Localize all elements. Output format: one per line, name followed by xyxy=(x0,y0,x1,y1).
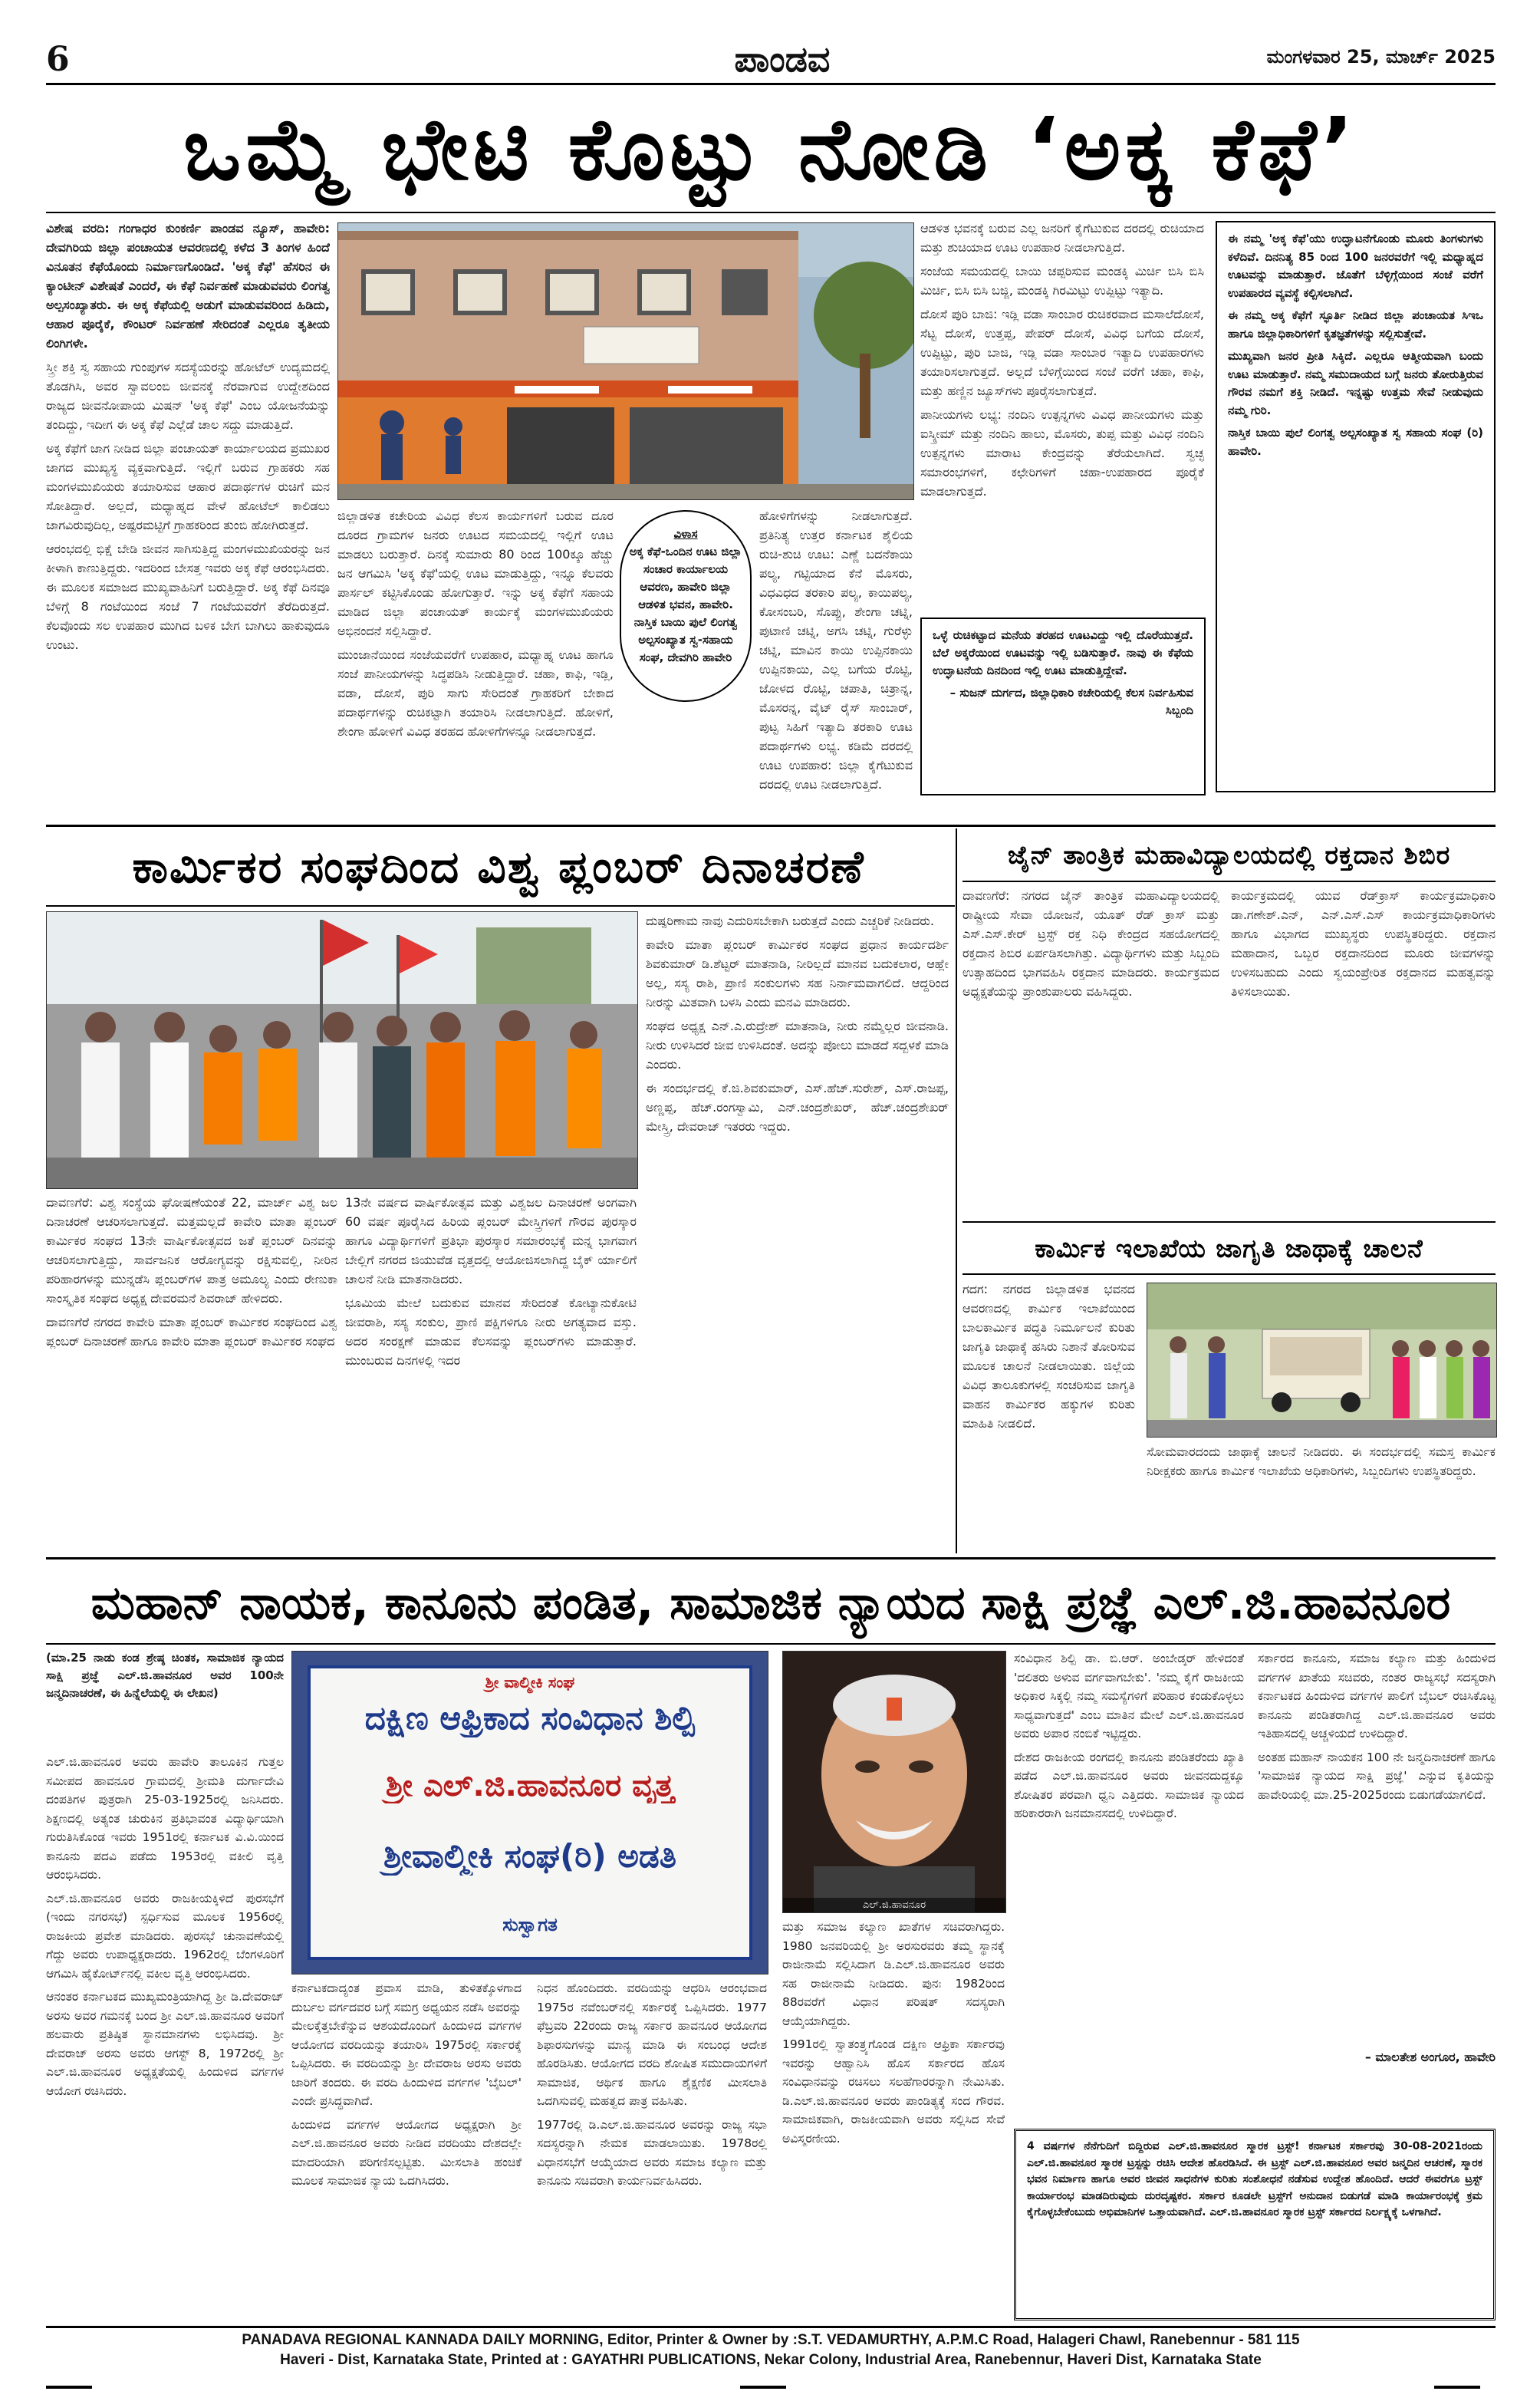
havanur-trust-note-box xyxy=(1014,2129,1496,2320)
story5-col1-p3: ಆನಂತರ ಕರ್ನಾಟಕದ ಮುಖ್ಯಮಂತ್ರಿಯಾಗಿದ್ದ ಶ್ರೀ ಡಿ.ದೇವರಾಜ್ ಅರಸು ಅವರ ಗಮನಕ್ಕೆ ಬಂದ ಶ್ರೀ ಎಲ್.ಜಿ.ಹಾವನೂರ ಅವರಿಗೆ ಹಲವಾರು ಪ್ರತಿಷ್ಠಿತ ಸ್ಥಾನಮಾನಗಳು ಲಭಿಸಿದವು. ಶ್ರೀ ದೇವರಾಜ್ ಅರಸು ಅವರು ಆಗಸ್ಟ್ 8, 1972ರಲ್ಲಿ ಶ್ರೀ ಎಲ್.ಜಿ.ಹಾವನೂರ ಅಧ್ಯಕ್ಷತೆಯಲ್ಲಿ ಹಿಂದುಳಿದ ವರ್ಗಗಳ ಆಯೋಗ ರಚಿಸಿದರು. xyxy=(46,1990,284,2098)
story3-col1-p1: ದಾವಣಗೆರೆ: ನಗರದ ಜೈನ್ ತಾಂತ್ರಿಕ ಮಹಾವಿದ್ಯಾಲಯದಲ್ಲಿ ರಾಷ್ಟ್ರೀಯ ಸೇವಾ ಯೋಜನೆ, ಯೂತ್ ರೆಡ್ ಕ್ರಾಸ್ ಮತ್ತು ಎಸ್.ಎಸ್.ಕೇರ್ ಟ್ರಸ್ಟ್ ರಕ್ತ ನಿಧಿ ಕೇಂದ್ರದ ಸಹಯೋಗದಲ್ಲಿ ರಕ್ತದಾನ ಶಿಬಿರ ಏರ್ಪಡಿಸಲಾಗಿತ್ತು. ವಿದ್ಯಾರ್ಥಿಗಳು ಮತ್ತು ಸಿಬ್ಬಂದಿ ಉತ್ಸಾಹದಿಂದ ಭಾಗವಹಿಸಿ ರಕ್ತದಾನ ಮಾಡಿದರು. ಕಾರ್ಯಕ್ರಮದ ಅಧ್ಯಕ್ಷತೆಯನ್ನು ಪ್ರಾಂಶುಪಾಲರು ವಹಿಸಿದ್ದರು. xyxy=(962,888,1219,999)
story1-bottom-rule xyxy=(46,825,1496,827)
address-box xyxy=(620,510,752,702)
story1-col2 xyxy=(337,506,614,821)
address-box-text: ಅಕ್ಕ ಕೆಫೆ-ಒಂದಿನ ಊಟ ಜಿಲ್ಲಾ ಸಂಚಾರ ಕಾರ್ಯಾಲಯ ಆವರಣ, ಹಾವೇರಿ ಜಿಲ್ಲಾ ಆಡಳಿತ ಭವನ, ಹಾವೇರಿ. ನಾಸ್ತಿಕ ಬಾಯಿ ಪುಲೆ ಲಿಂಗತ್ವ ಅಲ್ಪಸಂಖ್ಯಾತ ಸ್ವ-ಸಹಾಯ ಸಂಘ, ದೇವಗಿರಿ ಹಾವೇರಿ xyxy=(629,545,742,664)
story5-col2-p1: ಕರ್ನಾಟಕದಾದ್ಯಂತ ಪ್ರವಾಸ ಮಾಡಿ, ತುಳಿತಕ್ಕೊಳಗಾದ ದುರ್ಬಲ ವರ್ಗದವರ ಬಗ್ಗೆ ಸಮಗ್ರ ಅಧ್ಯಯನ ನಡೆಸಿ ಅವರನ್ನು ಮೇಲಕ್ಕೆತ್ತಬೇಕೆನ್ನುವ ಆಶಯದೊಂದಿಗೆ ಹಿಂದುಳಿದ ವರ್ಗಗಳ ಆಯೋಗದ ವರದಿಯನ್ನು ತಯಾರಿಸಿ 1975ರಲ್ಲಿ ಸರ್ಕಾರಕ್ಕೆ ಒಪ್ಪಿಸಿದರು. ಈ ವರದಿಯನ್ನು ಶ್ರೀ ದೇವರಾಜ ಅರಸು ಅವರು ಜಾರಿಗೆ ತಂದರು. ಈ ವರದಿ ಹಿಂದುಳಿದ ವರ್ಗಗಳ 'ಬೈಬಲ್' ಎಂದೇ ಪ್ರಸಿದ್ಧವಾಗಿದೆ. xyxy=(291,1981,522,2108)
story5-intro xyxy=(46,1649,284,1749)
story4-headline: ಕಾರ್ಮಿಕ ಇಲಾಖೆಯ ಜಾಗೃತಿ ಜಾಥಾಕ್ಕೆ ಚಾಲನೆ xyxy=(1035,1233,1423,1263)
story1-col5-p2: ಈ ನಮ್ಮ ಅಕ್ಕ ಕೆಫೆಗೆ ಸ್ಫೂರ್ತಿ ನೀಡಿದ ಜಿಲ್ಲಾ ಪಂಚಾಯತ ಸಿಇಒ ಹಾಗೂ ಜಿಲ್ಲಾಧಿಕಾರಿಗಳಿಗೆ ಕೃತಜ್ಞತೆಗಳನ್ನು ಸಲ್ಲಿಸುತ್ತೇವೆ. xyxy=(1228,308,1483,341)
story1-col1-p2: ಸ್ತ್ರೀ ಶಕ್ತಿ ಸ್ವ ಸಹಾಯ ಗುಂಪುಗಳ ಸದಸ್ಯೆಯರನ್ನು ಹೋಟೆಲ್ ಉದ್ಯಮದಲ್ಲಿ ತೊಡಗಿಸಿ, ಅವರ ಸ್ವಾವಲಂಬಿ ಜೀವನಕ್ಕೆ ನೆರವಾಗುವ ಉದ್ದೇಶದಿಂದ ರಾಜ್ಯದ ಜೀವನೋಪಾಯ ಮಿಷನ್ 'ಅಕ್ಕ ಕೆಫೆ' ಎಂಬ ಯೋಜನೆಯನ್ನು ತಂದಿದ್ದು, ಇದೀಗ ಈ ಅಕ್ಕ ಕೆಫೆ ಎಲ್ಲೆಡೆ ಚಾಲ ಸದ್ದು ಮಾಡುತ್ತಿದೆ. xyxy=(46,360,330,432)
story2-col3-p2: ಕಾವೇರಿ ಮಾತಾ ಪ್ಲಂಬರ್ ಕಾರ್ಮಿಕರ ಸಂಘದ ಪ್ರಧಾನ ಕಾರ್ಯದರ್ಶಿ ಶಿವಕುಮಾರ್ ಡಿ.ಶೆಟ್ಟರ್ ಮಾತನಾಡಿ, ನೀರಿಲ್ಲದೆ ಮಾನವ ಬದುಕಲಾರ, ಆಹ್ಲೇ ಅಲ್ಲ, ಸಸ್ಯ ರಾಶಿ, ಪ್ರಾಣಿ ಸಂಕುಲಗಳು ಸಹ ನಿರ್ನಾಮವಾಗಲಿದೆ. ಆದ್ದರಿಂದ ನೀರನ್ನು ಮಿತವಾಗಿ ಬಳಸಿ ಎಂದು ಮನವಿ ಮಾಡಿದರು. xyxy=(646,937,949,1009)
story2-col2-p2: ಭೂಮಿಯ ಮೇಲೆ ಬದುಕುವ ಮಾನವ ಸೇರಿದಂತೆ ಕೋಟ್ಯಾನುಕೋಟಿ ಜೀವರಾಶಿ, ಸಸ್ಯ ಸಂಕುಲ, ಪ್ರಾಣಿ ಪಕ್ಷಿಗಳಿಗೂ ನೀರು ಅಗತ್ಯವಾದ ವಸ್ತು. ಅದರ ಸಂರಕ್ಷಣೆ ಮಾಡುವ ಕೆಲಸವನ್ನು ಪ್ಲಂಬರ್‌ಗಳು ಮಾಡುತ್ತಾರೆ. ಮುಂಬರುವ ದಿನಗಳಲ್ಲಿ ಇದರ xyxy=(345,1296,637,1368)
banner-line2: ಶ್ರೀ ಎಲ್.ಜಿ.ಹಾವನೂರ ವೃತ್ತ xyxy=(385,1768,675,1803)
story5-col1-p2: ಎಲ್.ಜಿ.ಹಾವನೂರ ಅವರು ರಾಜಕೀಯಕ್ಕಿಳಿದೆ ಪುರಸಭೆಗೆ (ಇಂದು ನಗರಸಭೆ) ಸ್ಪರ್ಧಿಸುವ ಮೂಲಕ 1956ರಲ್ಲಿ ರಾಜಕೀಯ ಪ್ರವೇಶ ಮಾಡಿದರು. ಪುರಸಭೆ ಚುನಾವಣೆಯಲ್ಲಿ ಗೆದ್ದು ಅವರು ಉಪಾಧ್ಯಕ್ಷರಾದರು. 1962ರಲ್ಲಿ ಬೆಂಗಳೂರಿಗೆ ಆಗಮಿಸಿ ಹೈಕೋರ್ಟ್‌ನಲ್ಲಿ ವಕೀಲ ವೃತ್ತಿ ಆರಂಭಿಸಿದರು. xyxy=(46,1891,284,1981)
story1-col5-p3: ಮುಖ್ಯವಾಗಿ ಜನರ ಪ್ರೀತಿ ಸಿಕ್ಕಿದೆ. ಎಲ್ಲರೂ ಆತ್ಮೀಯವಾಗಿ ಬಂದು ಊಟ ಮಾಡುತ್ತಾರೆ. ನಮ್ಮ ಸಮುದಾಯದ ಬಗ್ಗೆ ಜನರು ತೋರುತ್ತಿರುವ ಗೌರವ ನಮಗೆ ಶಕ್ತಿ ನೀಡಿದೆ. ಇನ್ನಷ್ಟು ಉತ್ತಮ ಸೇವೆ ನೀಡುವುದು ನಮ್ಮ ಗುರಿ. xyxy=(1228,349,1483,417)
story5-col2 xyxy=(291,1979,522,2320)
akka-cafe-photo xyxy=(337,222,914,500)
story5-col5 xyxy=(1014,1649,1244,2125)
banner-bottom-text: ಸುಸ್ವಾಗತ xyxy=(502,1914,558,1935)
quote-box-text: ಒಳ್ಳೆ ರುಚಿಕಟ್ಟಾದ ಮನೆಯ ತರಹದ ಊಟವಿದ್ದು ಇಲ್ಲಿ ದೊರೆಯುತ್ತದೆ. ಬೆಲೆ ಅಕ್ಕರೆಯಿಂದ ಊಟವನ್ನು ಇಲ್ಲಿ ಬಡಿಸುತ್ತಾರೆ. ನಾವು ಈ ಕೆಫೆಯ ಉದ್ಘಾಟನೆಯ ದಿನದಿಂದ ಇಲ್ಲಿ ಊಟ ಮಾಡುತ್ತಿದ್ದೇವೆ. xyxy=(933,628,1193,677)
story1-headline: ಒಮ್ಮೆ ಭೇಟಿ ಕೊಟ್ಟು ನೋಡಿ ‘ಅಕ್ಕ ಕೆಫೆ’ xyxy=(183,100,1359,199)
story2-col1-p1: ದಾವಣಗೆರೆ: ವಿಶ್ವ ಸಂಸ್ಥೆಯ ಘೋಷಣೆಯಂತೆ 22, ಮಾರ್ಚ್ ವಿಶ್ವ ಜಲ ದಿನಾಚರಣೆ ಆಚರಿಸಲಾಗುತ್ತದೆ. ಮತ್ತಮಲ್ಲದೆ ಕಾವೇರಿ ಮಾತಾ ಪ್ಲಂಬರ್ ಕಾರ್ಮಿಕರ ಸಂಘದ 13ನೇ ವಾರ್ಷಿಕೋತ್ಸವದ ಜತೆ ಪ್ಲಂಬರ್ ದಿನವನ್ನು ಆಚರಿಸಲಾಗುತ್ತಿದ್ದು, ಸಾರ್ವಜನಿಕ ಆರೋಗ್ಯವನ್ನು ರಕ್ಷಿಸುವಲ್ಲಿ, ನೀರಿನ ಪರಿಹಾರಗಳನ್ನು ಮುನ್ನಡೆಸಿ ಪ್ಲಂಬರ್‌ಗಳ ಪಾತ್ರ ಅಮೂಲ್ಯ ಎಂದು ರೇಣುಕಾ ಸಾಂಸ್ಕೃತಿಕ ಸಂಘದ ಅಧ್ಯಕ್ಷ ದೇವರಮನೆ ಶಿವರಾಜ್ ಹೇಳಿದರು. xyxy=(46,1195,337,1306)
story3-col2-p1: ಕಾರ್ಯಕ್ರಮದಲ್ಲಿ ಯುವ ರೆಡ್‌ಕ್ರಾಸ್ ಕಾರ್ಯಕ್ರಮಾಧಿಕಾರಿ ಡಾ.ಗಣೇಶ್.ಎನ್, ಎನ್.ಎಸ್.ಎಸ್ ಕಾರ್ಯಕ್ರಮಾಧಿಕಾರಿಗಳು ಹಾಗೂ ವಿಭಾಗದ ಮುಖ್ಯಸ್ಥರು ಉಪಸ್ಥಿತರಿದ್ದರು. ರಕ್ತದಾನ ಮಹಾದಾನ, ಒಬ್ಬರ ರಕ್ತದಾನದಿಂದ ಮೂರು ಜೀವಗಳನ್ನು ಉಳಿಸಬಹುದು ಎಂದು ಸ್ವಯಂಪ್ರೇರಿತ ರಕ್ತದಾನದ ಮಹತ್ವವನ್ನು ತಿಳಿಸಲಾಯಿತು. xyxy=(1231,888,1496,999)
story5-col6-p1: ಸರ್ಕಾರದ ಕಾನೂನು, ಸಮಾಜ ಕಲ್ಯಾಣ ಮತ್ತು ಹಿಂದುಳಿದ ವರ್ಗಗಳ ಖಾತೆಯ ಸಚಿವರು, ನಂತರ ರಾಜ್ಯಸಭೆ ಸದಸ್ಯರಾಗಿ ಕರ್ನಾಟಕದ ಹಿಂದುಳಿದ ವರ್ಗಗಳ ಪಾಲಿಗೆ ಬೈಬಲ್ ರಚಿಸಿಕೊಟ್ಟ ಕಾನೂನು ಪಂಡಿತರಾಗಿದ್ದ ಎಲ್.ಜಿ.ಹಾವನೂರ ಅವರು ಇತಿಹಾಸದಲ್ಲಿ ಅಚ್ಚಳಿಯದೆ ಉಳಿದಿದ್ದಾರೆ. xyxy=(1258,1652,1496,1741)
story5-col4-p2: 1991ರಲ್ಲಿ ಸ್ವಾತಂತ್ರ್ಯಗೊಂಡ ದಕ್ಷಿಣ ಆಫ್ರಿಕಾ ಸರ್ಕಾರವು ಇವರನ್ನು ಆಹ್ವಾನಿಸಿ ಹೊಸ ಸರ್ಕಾರದ ಹೊಸ ಸಂವಿಧಾನವನ್ನು ರಚಿಸಲು ಸಲಹೆಗಾರರನ್ನಾಗಿ ನೇಮಿಸಿತು. ಡಿ.ಎಲ್.ಜಿ.ಹಾವನೂರ ಅವರು ಪಾಂಡಿತ್ಯಕ್ಕೆ ಸಂದ ಗೌರವ. ಸಾಮಾಜಿಕವಾಗಿ, ರಾಜಕೀಯವಾಗಿ ಅವರು ಸಲ್ಲಿಸಿದ ಸೇವೆ ಅವಿಸ್ಮರಣೀಯ. xyxy=(782,2037,1005,2146)
address-box-title: ವಿಳಾಸ xyxy=(673,527,698,541)
footer-rule xyxy=(46,2326,1496,2328)
footer-mark-center xyxy=(740,2386,786,2389)
story1-col3-p1: ಹೋಳಿಗೆಗಳನ್ನು ನೀಡಲಾಗುತ್ತದೆ. ಪ್ರತಿನಿತ್ಯ ಉತ್ತರ ಕರ್ನಾಟಕ ಶೈಲಿಯ ರುಚಿ-ಶುಚಿ ಊಟ: ಎಣ್ಣೆ ಬದನೆಕಾಯಿ ಪಲ್ಯ, ಗಟ್ಟಿಯಾದ ಕೆನೆ ಮೊಸರು, ವಿಧವಿಧದ ತರಕಾರಿ ಪಲ್ಯ, ಕಾಯಿಪಲ್ಯ, ಕೋಸಂಬರಿ, ಸೊಪ್ಪು, ಶೇಂಗಾ ಚಟ್ನಿ, ಪುಟಾಣಿ ಚಟ್ನಿ, ಅಗಸಿ ಚಟ್ನಿ, ಗುರೆಳ್ಳು ಚಟ್ನಿ, ಮಾವಿನ ಕಾಯಿ ಉಪ್ಪಿನಕಾಯಿ ಉಪ್ಪಿನಕಾಯಿ, ಎಲ್ಲ ಬಗೆಯ ರೊಟ್ಟಿ, ಜೋಳದ ರೊಟ್ಟಿ, ಚಪಾತಿ, ಚಿತ್ರಾನ್ನ, ಮೊಸರನ್ನ, ವೈಟ್ ರೈಸ್ ಸಾಂಬಾರ್, ಪುಟ್ಟ ಸಿಹಿಗೆ ಇತ್ಯಾದಿ ತರಕಾರಿ ಊಟ ಪದಾರ್ಥಗಳು ಲಭ್ಯ. ಕಡಿಮೆ ದರದಲ್ಲಿ ಊಟ ಉಪಹಾರ: ಜಿಲ್ಲಾ ಕೈಗೆಟುಕುವ ದರದಲ್ಲಿ ಊಟ ನೀಡಲಾಗುತ್ತಿದೆ. xyxy=(759,509,913,792)
story5-col3-p1: ನಿಧನ ಹೊಂದಿದರು. ವರದಿಯನ್ನು ಆಧರಿಸಿ ಆರಂಭವಾದ 1975ರ ನವೆಂಬರ್‌ನಲ್ಲಿ ಸರ್ಕಾರಕ್ಕೆ ಒಪ್ಪಿಸಿದರು. 1977 ಫೆಬ್ರವರಿ 22ರಂದು ರಾಜ್ಯ ಸರ್ಕಾರ ಹಾವನೂರ ಆಯೋಗದ ಶಿಫಾರಸುಗಳನ್ನು ಮಾನ್ಯ ಮಾಡಿ ಈ ಸಂಬಂಧ ಆದೇಶ ಹೊರಡಿಸಿತು. ಆಯೋಗದ ವರದಿ ಶೋಷಿತ ಸಮುದಾಯಗಳಿಗೆ ಸಾಮಾಜಿಕ, ಆರ್ಥಿಕ ಹಾಗೂ ಶೈಕ್ಷಣಿಕ ಮೀಸಲಾತಿ ಒದಗಿಸುವಲ್ಲಿ ಮಹತ್ವದ ಪಾತ್ರ ವಹಿಸಿತು. xyxy=(537,1981,767,2108)
havanur-trust-note-text: 4 ವರ್ಷಗಳ ನೆನೆಗುದಿಗೆ ಬಿದ್ದಿರುವ ಎಲ್.ಜಿ.ಹಾವನೂರ ಸ್ಮಾರಕ ಟ್ರಸ್ಟ್! ಕರ್ನಾಟಕ ಸರ್ಕಾರವು 30-08-2021ರಂದು ಎಲ್.ಜಿ.ಹಾವನೂರ ಸ್ಮಾರಕ ಟ್ರಸ್ಟನ್ನು ರಚಿಸಿ ಆದೇಶ ಹೊರಡಿಸಿದೆ. ಈ ಟ್ರಸ್ಟ್ ಎಲ್.ಜಿ.ಹಾವನೂರ ಅವರ ಜನ್ಮದಿನ ಆಚರಣೆ, ಸ್ಮಾರಕ ಭವನ ನಿರ್ಮಾಣ ಹಾಗೂ ಅವರ ಜೀವನ ಸಾಧನೆಗಳ ಕುರಿತು ಸಂಶೋಧನೆ ನಡೆಸುವ ಉದ್ದೇಶ ಹೊಂದಿದೆ. ಆದರೆ ಈವರೆಗೂ ಟ್ರಸ್ಟ್ ಕಾರ್ಯಾರಂಭ ಮಾಡದಿರುವುದು ದುರದೃಷ್ಟಕರ. ಸರ್ಕಾರ ಕೂಡಲೇ ಟ್ರಸ್ಟ್‌ಗೆ ಅನುದಾನ ಬಿಡುಗಡೆ ಮಾಡಿ ಕಾರ್ಯಾರಂಭಕ್ಕೆ ಕ್ರಮ ಕೈಗೊಳ್ಳಬೇಕೆಂಬುದು ಅಭಿಮಾನಿಗಳ ಒತ್ತಾಯವಾಗಿದೆ. ಎಲ್.ಜಿ.ಹಾವನೂರ ಸ್ಮಾರಕ ಟ್ರಸ್ಟ್ ಸರ್ಕಾರದ ನಿರ್ಲಕ್ಷ್ಯಕ್ಕೆ ಒಳಗಾಗಿದೆ. xyxy=(1027,2140,1482,2218)
story2-headline: ಕಾರ್ಮಿಕರ ಸಂಘದಿಂದ ವಿಶ್ವ ಪ್ಲಂಬರ್ ದಿನಾಚರಣೆ xyxy=(132,841,865,893)
story1-col2-p2: ಮುಂಜಾನೆಯಿಂದ ಸಂಜೆಯವರೆಗೆ ಉಪಹಾರ, ಮಧ್ಯಾಹ್ನ ಊಟ ಹಾಗೂ ಸಂಜೆ ಪಾನೀಯಗಳನ್ನು ಸಿದ್ಧಪಡಿಸಿ ನೀಡುತ್ತಿದ್ದಾರೆ. ಚಹಾ, ಕಾಫಿ, ಇಡ್ಲಿ, ವಡಾ, ದೋಸೆ, ಪುರಿ ಸಾಗು ಸೇರಿದಂತೆ ಗ್ರಾಹಕರಿಗೆ ಬೇಕಾದ ಪದಾರ್ಥಗಳನ್ನು ರುಚಿಕಟ್ಟಾಗಿ ತಯಾರಿಸಿ ನೀಡಲಾಗುತ್ತಿದೆ. ಹೋಳಿಗೆ, ಶೇಂಗಾ ಹೋಳಿಗೆ ವಿವಿಧ ತರಹದ ಹೋಳಿಗೆಗಳನ್ನೂ ನೀಡಲಾಗುತ್ತದೆ. xyxy=(337,647,614,739)
story2-col3-p4: ಈ ಸಂದರ್ಭದಲ್ಲಿ ಕೆ.ಜಿ.ಶಿವಕುಮಾರ್, ಎಸ್.ಹೆಚ್.ಸುರೇಶ್, ಎಸ್.ರಾಜಪ್ಪ, ಅಣ್ಣಪ್ಪ, ಹೆಚ್.ರಂಗಸ್ವಾಮಿ, ಎನ್.ಚಂದ್ರಶೇಖರ್, ಹೆಚ್.ಚಂದ್ರಶೇಖರ್ ಮೇಸ್ತ್ರಿ, ದೇವರಾಜ್ ಇತರರು ಇದ್ದರು. xyxy=(646,1081,949,1134)
story5-col3-p2: 1977ರಲ್ಲಿ ಡಿ.ಎಲ್.ಜಿ.ಹಾವನೂರ ಅವರನ್ನು ರಾಜ್ಯ ಸಭಾ ಸದಸ್ಯರನ್ನಾಗಿ ನೇಮಕ ಮಾಡಲಾಯಿತು. 1978ರಲ್ಲಿ ವಿಧಾನಸಭೆಗೆ ಆಯ್ಕೆಯಾದ ಅವರು ಸಮಾಜ ಕಲ್ಯಾಣ ಮತ್ತು ಕಾನೂನು ಸಚಿವರಾಗಿ ಕಾರ್ಯನಿರ್ವಹಿಸಿದರು. xyxy=(537,2117,767,2188)
story1-rule xyxy=(46,212,1496,213)
story1-col1-p3: ಅಕ್ಕ ಕೆಫೆಗೆ ಜಾಗ ನೀಡಿದ ಜಿಲ್ಲಾ ಪಂಚಾಯತ್ ಕಾರ್ಯಾಲಯದ ಪ್ರಮುಖರ ಜಾಗದ ಮುಖ್ಯಸ್ಥ ವ್ಯಕ್ತವಾಗುತ್ತಿದೆ. ಇಲ್ಲಿಗೆ ಬರುವ ಗ್ರಾಹಕರು ಸಹ ಮಂಗಳಮುಖಿಯರು ತಯಾರಿಸುವ ಆಹಾರ ಪದಾರ್ಥಗಳ ರುಚಿಗೆ ಮನ ಸೋತಿದ್ದಾರೆ. ಅಲ್ಲದೆ, ಮಧ್ಯಾಹ್ನದ ವೇಳೆ ಹೋಟೆಲ್ ಕಾಲಿಡಲು ಜಾಗವಿರುವುದಿಲ್ಲ, ಅಷ್ಟರಮಟ್ಟಿಗೆ ಗ್ರಾಹಕರಿಂದ ತುಂಬಿ ಹೋಗಿರುತ್ತದೆ. xyxy=(46,441,330,532)
story1-col5-p1: ಈ ನಮ್ಮ 'ಅಕ್ಕ ಕೆಫೆ'ಯು ಉದ್ಘಾಟನೆಗೊಂಡು ಮೂರು ತಿಂಗಳುಗಳು ಕಳೆದಿವೆ. ದಿನನಿತ್ಯ 85 ರಿಂದ 100 ಜನರವರೆಗೆ ಇಲ್ಲಿ ಮಧ್ಯಾಹ್ನದ ಊಟವನ್ನು ಮಾಡುತ್ತಾರೆ. ಜೊತೆಗೆ ಬೆಳ್ಳಿಗ್ಗೆಯಿಂದ ಸಂಜೆ ವರೆಗೆ ಉಪಹಾರದ ವ್ಯವಸ್ಥೆ ಕಲ್ಪಿಸಲಾಗಿದೆ. xyxy=(1228,232,1483,300)
story1-col5-p4: ನಾಸ್ತಿಕ ಬಾಯಿ ಪುಲೆ ಲಿಂಗತ್ವ ಅಲ್ಪಸಂಖ್ಯಾತ ಸ್ವ ಸಹಾಯ ಸಂಘ (ರಿ) ಹಾವೇರಿ. xyxy=(1228,426,1483,458)
story1-col1 xyxy=(46,219,330,821)
story5-col5-p2: ದೇಶದ ರಾಜಕೀಯ ರಂಗದಲ್ಲಿ ಕಾನೂನು ಪಂಡಿತರೆಂದು ಖ್ಯಾತಿ ಪಡೆದ ಎಲ್.ಜಿ.ಹಾವನೂರ ಅವರು ಜೀವನದುದ್ದಕ್ಕೂ ಶೋಷಿತರ ಪರವಾಗಿ ಧ್ವನಿ ಎತ್ತಿದರು. ಸಾಮಾಜಿಕ ನ್ಯಾಯದ ಹರಿಕಾರರಾಗಿ ಜನಮಾನಸದಲ್ಲಿ ಉಳಿದಿದ್ದಾರೆ. xyxy=(1014,1750,1244,1820)
story2-col2-p1: 13ನೇ ವರ್ಷದ ವಾರ್ಷಿಕೋತ್ಸವ ಮತ್ತು ವಿಶ್ವಜಲ ದಿನಾಚರಣೆ ಅಂಗವಾಗಿ 60 ವರ್ಷ ಪೂರೈಸಿದ ಹಿರಿಯ ಪ್ಲಂಬರ್ ಮೇಸ್ತ್ರಿಗಳಿಗೆ ಗೌರವ ಪುರಸ್ಕಾರ ಹಾಗೂ ವಿದ್ಯಾರ್ಥಿಗಳಿಗೆ ಪ್ರತಿಭಾ ಪುರಸ್ಕಾರ ಸಮಾರಂಭಕ್ಕೆ ಮನ್ನ ಭಾಗವಾಗ ಬೇಲ್ಲಿಗೆ ನಗರದ ಜಿಯುವೆಡ ವೃತ್ತದಲ್ಲಿ ಆಯೋಜಿಸಲಾಗಿದ್ದ ಬೈಕ್ ರ್ಯಾಲಿಗೆ ಚಾಲನೆ ನೀಡಿ ಮಾತನಾಡಿದರು. xyxy=(345,1195,637,1286)
story1-col3 xyxy=(759,506,913,821)
story4-col1 xyxy=(962,1280,1135,1552)
labour-jatha-photo xyxy=(1147,1283,1497,1438)
story2-col2 xyxy=(345,1193,637,1553)
story2-col3-p3: ಸಂಘದ ಅಧ್ಯಕ್ಷ ಎನ್.ಎ.ರುದ್ರೇಶ್ ಮಾತನಾಡಿ, ನೀರು ನಮ್ಮೆಲ್ಲರ ಜೀವನಾಡಿ. ನೀರು ಉಳಿಸಿದರೆ ಜೀವ ಉಳಿಸಿದಂತೆ. ಅದನ್ನು ಪೋಲು ಮಾಡದೆ ಸದ್ಬಳಕೆ ಮಾಡಿ ಎಂದರು. xyxy=(646,1019,949,1072)
quote-box-attribution: – ಸುಜನ್ ದುರ್ಗದ, ಜಿಲ್ಲಾಧಿಕಾರಿ ಕಚೇರಿಯಲ್ಲಿ ಕೆಲಸ ನಿರ್ವಹಿಸುವ ಸಿಬ್ಬಂದಿ xyxy=(949,686,1193,717)
story1-col4 xyxy=(920,219,1204,610)
story4-headline-rule xyxy=(962,1273,1496,1275)
story2-col3 xyxy=(646,911,949,1553)
issue-date: ಮಂಗಳವಾರ 25, ಮಾರ್ಚ್ 2025 xyxy=(1266,46,1496,68)
story2-col1-p2: ದಾವಣಗೆರೆ ನಗರದ ಕಾವೇರಿ ಮಾತಾ ಪ್ಲಂಬರ್ ಕಾರ್ಮಿಕರ ಸಂಘದಿಂದ ವಿಶ್ವ ಪ್ಲಂಬರ್ ದಿನಾಚರಣೆ ಹಾಗೂ ಕಾವೇರಿ ಮಾತಾ ಪ್ಲಂಬರ್ ಕಾರ್ಮಿಕರ ಸಂಘದ xyxy=(46,1315,337,1349)
story5-col4-p1: ಮತ್ತು ಸಮಾಜ ಕಲ್ಯಾಣ ಖಾತೆಗಳ ಸಚಿವರಾಗಿದ್ದರು. 1980 ಜನವರಿಯಲ್ಲಿ ಶ್ರೀ ಅರಸುರವರು ತಮ್ಮ ಸ್ಥಾನಕ್ಕೆ ರಾಜೀನಾಮೆ ಸಲ್ಲಿಸಿದಾಗ ಡಿ.ಎಲ್.ಜಿ.ಹಾವನೂರ ಅವರು ಸಹ ರಾಜೀನಾಮೆ ನೀಡಿದರು. ಪುನಃ 1982ರಿಂದ 88ರವರೆಗೆ ವಿಧಾನ ಪರಿಷತ್ ಸದಸ್ಯರಾಗಿ ಆಯ್ಕೆಯಾಗಿದ್ದರು. xyxy=(782,1920,1005,2028)
story5-headline-rule xyxy=(46,1643,1496,1645)
story2-headline-rule xyxy=(46,905,955,907)
portrait-caption: ಎಲ್.ಜಿ.ಹಾವನೂರ xyxy=(783,1898,1005,1912)
story1-col1-p4: ಆರಂಭದಲ್ಲಿ ಭಿಕ್ಷೆ ಬೇಡಿ ಜೀವನ ಸಾಗಿಸುತ್ತಿದ್ದ ಮಂಗಳಮುಖಿಯರನ್ನು ಜನ ಕೀಳಾಗಿ ಕಾಣುತ್ತಿದ್ದರು. ಇದರಿಂದ ಬೇಸತ್ತ ಇವರು ಅಕ್ಕ ಕೆಫೆ ಆರಂಭಿಸಿದರು. ಈ ಮೂಲಕ ಸಮಾಜದ ಮುಖ್ಯವಾಹಿನಿಗೆ ಬರುತ್ತಿದ್ದಾರೆ. ಅಕ್ಕ ಕೆಫೆ ದಿನವೂ ಬೆಳಿಗ್ಗೆ 8 ಗಂಟೆಯಿಂದ ಸಂಜೆ 7 ಗಂಟೆಯವರೆಗೆ ತೆರೆದಿರುತ್ತದೆ. ಕೆಲವೊಂದು ಸಲ ಉಪಹಾರ ಮುಗಿದ ಬಳಿಕ ಬೇಗ ಬಾಗಿಲು ಹಾಕುವುದೂ ಉಂಟು. xyxy=(46,542,330,652)
story1-col2-p1: ಜಿಲ್ಲಾಡಳಿತ ಕಚೇರಿಯ ವಿವಿಧ ಕೆಲಸ ಕಾರ್ಯಗಳಿಗೆ ಬರುವ ದೂರ ದೂರದ ಗ್ರಾಮಗಳ ಜನರು ಊಟದ ಸಮಯದಲ್ಲಿ ಇಲ್ಲಿಗೆ ಊಟ ಮಾಡಲು ಬರುತ್ತಾರೆ. ದಿನಕ್ಕೆ ಸುಮಾರು 80 ರಿಂದ 100ಕ್ಕೂ ಹೆಚ್ಚು ಜನ ಆಗಮಿಸಿ 'ಅಕ್ಕ ಕೆಫೆ'ಯಲ್ಲಿ ಊಟ ಮಾಡುತ್ತಿದ್ದು, ಇನ್ನೂ ಕೆಲವರು ಪಾರ್ಸಲ್ ಕಟ್ಟಿಸಿಕೊಂಡು ಹೋಗುತ್ತಾರೆ. ಇನ್ನು ಅಕ್ಕ ಕೆಫೆಗೆ ಸಹಾಯ ಮಾಡಿದ ಜಿಲ್ಲಾ ಪಂಚಾಯತ್ ಕಾರ್ಯಕ್ಕೆ ಮಂಗಳಮುಖಿಯರು ಅಭಿನಂದನೆ ಸಲ್ಲಿಸಿದ್ದಾರೆ. xyxy=(337,509,614,638)
story1-col4-p3: ದೋಸೆ ಪುರಿ ಬಾಜಿ: ಇಡ್ಲಿ ವಡಾ ಸಾಂಬಾರ ರುಚಿಕರವಾದ ಮಸಾಲೆದೋಸೆ, ಸೆಟ್ಟ ದೋಸೆ, ಉತ್ತಪ್ಪ, ಪೇಪರ್ ದೋಸೆ, ವಿವಿಧ ಬಗೆಯ ದೋಸೆ, ಉಪ್ಪಿಟ್ಟು, ಪುರಿ ಬಾಜಿ, ಇಡ್ಲಿ ವಡಾ ಸಾಂಬಾರ ಇತ್ಯಾದಿ ಉಪಹಾರಗಳು ತಯಾರಿಸಲಾಗುತ್ತದೆ. ಅಲ್ಲದೆ ಬೆಳಿಗ್ಗೆಯಿಂದ ಸಂಜೆ ವರೆಗೆ ಚಹಾ, ಕಾಫಿ, ಮತ್ತು ಹಣ್ಣಿನ ಜ್ಯೂಸ್‌ಗಳು ಪೂರೈಸಲಾಗುತ್ತದೆ. xyxy=(920,307,1204,398)
masthead-rule xyxy=(46,83,1496,85)
story5-headline: ಮಹಾನ್ ನಾಯಕ, ಕಾನೂನು ಪಂಡಿತ, ಸಾಮಾಜಿಕ ನ್ಯಾಯದ ಸಾಕ್ಷಿ ಪ್ರಜ್ಞೆ ಎಲ್.ಜಿ.ಹಾವನೂರ xyxy=(90,1576,1451,1630)
story5-col1-p1: ಎಲ್.ಜಿ.ಹಾವನೂರ ಅವರು ಹಾವೇರಿ ತಾಲೂಕಿನ ಗುತ್ತಲ ಸಮೀಪದ ಹಾವನೂರ ಗ್ರಾಮದಲ್ಲಿ ಶ್ರೀಮತಿ ದುರ್ಗಾದೇವಿ ದಂಪತಿಗಳ ಪುತ್ರರಾಗಿ 25-03-1925ರಲ್ಲಿ ಜನಿಸಿದರು. ಶಿಕ್ಷಣದಲ್ಲಿ ಅತ್ಯಂತ ಚುರುಕಿನ ಪ್ರತಿಭಾವಂತ ವಿದ್ಯಾರ್ಥಿಯಾಗಿ ಗುರುತಿಸಿಕೊಂಡ ಇವರು 1951ರಲ್ಲಿ ಕರ್ನಾಟಕ ವಿ.ವಿ.ಯಿಂದ ಕಾನೂನು ಪದವಿ ಪಡೆದು 1953ರಲ್ಲಿ ವಕೀಲಿ ವೃತ್ತಿ ಆರಂಭಿಸಿದರು. xyxy=(46,1755,284,1882)
page-number: 6 xyxy=(46,40,70,79)
footer-imprint-line2: Haveri - Dist, Karnataka State, Printed at : GAYATHRI PUBLICATIONS, Nekar Colony, Industrial Area, Ranebennur, Haveri Dist, Karnataka State xyxy=(280,2352,1262,2368)
story5-col6-p2: ಅಂತಹ ಮಹಾನ್ ನಾಯಕನ 100 ನೇ ಜನ್ಮದಿನಾಚರಣೆ ಹಾಗೂ 'ಸಾಮಾಜಿಕ ನ್ಯಾಯದ ಸಾಕ್ಷಿ ಪ್ರಜ್ಞೆ' ಎನ್ನುವ ಕೃತಿಯನ್ನು ಹಾವೇರಿಯಲ್ಲಿ ಮಾ.25-2025ರಂದು ಬಿಡುಗಡೆಯಾಗಲಿದೆ. xyxy=(1258,1750,1496,1802)
footer-mark-right xyxy=(1434,2386,1480,2389)
story5-col2-p2: ಹಿಂದುಳಿದ ವರ್ಗಗಳ ಆಯೋಗದ ಅಧ್ಯಕ್ಷರಾಗಿ ಶ್ರೀ ಎಲ್.ಜಿ.ಹಾವನೂರ ಅವರು ನೀಡಿದ ವರದಿಯು ದೇಶದಲ್ಲೇ ಮಾದರಿಯಾಗಿ ಪರಿಗಣಿಸಲ್ಪಟ್ಟಿತು. ಮೀಸಲಾತಿ ಹಂಚಿಕೆ ಮೂಲಕ ಸಾಮಾಜಿಕ ನ್ಯಾಯ ಒದಗಿಸಿದರು. xyxy=(291,2117,522,2188)
banner-line3: ಶ್ರೀವಾಲ್ಮೀಕಿ ಸಂಘ(ರಿ) ಅಡತಿ xyxy=(383,1837,676,1875)
story4-col2 xyxy=(1147,1442,1496,1553)
story2-col1 xyxy=(46,1193,337,1553)
footer-imprint-line1: PANADAVA REGIONAL KANNADA DAILY MORNING, Editor, Printer & Owner by :S.T. VEDAMURTHY, A.P.M.C Road, Halageri Chawl, Ranebennur - 581 115 xyxy=(242,2332,1300,2348)
story5-intro-text: (ಮಾ.25 ನಾಡು ಕಂಡ ಶ್ರೇಷ್ಠ ಚಿಂತಕ, ಸಾಮಾಜಿಕ ನ್ಯಾಯದ ಸಾಕ್ಷಿ ಪ್ರಜ್ಞೆ ಎಲ್.ಜಿ.ಹಾವನೂರ ಅವರ 100ನೇ ಜನ್ಮದಿನಾಚರಣೆ, ಈ ಹಿನ್ನೆಲೆಯಲ್ಲಿ ಈ ಲೇಖನ) xyxy=(46,1651,284,1700)
story5-signature: – ಮಾಲತೇಶ ಅಂಗೂರ, ಹಾವೇರಿ xyxy=(1364,2050,1496,2064)
paper-name: ಪಾಂಡವ xyxy=(734,38,831,80)
story2-vertical-rule xyxy=(956,828,957,1553)
story3-col1 xyxy=(962,886,1219,1216)
story5-col1 xyxy=(46,1753,284,2320)
story5-col3 xyxy=(537,1979,767,2320)
story4-bottom-rule xyxy=(46,1557,1496,1559)
story1-col4-p1: ಆಡಳಿತ ಭವನಕ್ಕೆ ಬರುವ ಎಲ್ಲ ಜನರಿಗೆ ಕೈಗೆಟುಕುವ ದರದಲ್ಲಿ ರುಚಿಯಾದ ಮತ್ತು ಶುಚಿಯಾದ ಊಟ ಉಪಹಾರ ನೀಡಲಾಗುತ್ತಿದೆ. xyxy=(920,221,1204,255)
banner-top-text: ಶ್ರೀ ವಾಲ್ಮೀಕಿ ಸಂಘ xyxy=(485,1673,575,1691)
story5-col5-p1: ಸಂವಿಧಾನ ಶಿಲ್ಪಿ ಡಾ. ಬಿ.ಆರ್. ಅಂಬೇಡ್ಕರ್ ಹೇಳಿದಂತೆ 'ದಲಿತರು ಅಳುವ ವರ್ಗವಾಗಬೇಕು'. 'ನಮ್ಮ ಕೈಗೆ ರಾಜಕೀಯ ಅಧಿಕಾರ ಸಿಕ್ಕಲ್ಲಿ ನಮ್ಮ ಸಮಸ್ಯೆಗಳಿಗೆ ಪರಿಹಾರ ಕಂಡುಕೊಳ್ಳಲು ಸಾಧ್ಯವಾಗುತ್ತದೆ' ಎಂಬ ಮಾತಿನ ಮೇಲೆ ಎಲ್.ಜಿ.ಹಾವನೂರ ಅವರು ಅಪಾರ ನಂಬಿಕೆ ಇಟ್ಟಿದ್ದರು. xyxy=(1014,1652,1244,1741)
footer-mark-left xyxy=(46,2386,92,2389)
havanur-circle-banner-photo xyxy=(291,1651,768,1974)
story1-col1-p1: ವಿಶೇಷ ವರದಿ: ಗಂಗಾಧರ ಕುಂಕರ್ಣಿ ಪಾಂಡವ ನ್ಯೂಸ್, ಹಾವೇರಿ: ದೇವಗಿರಿಯ ಜಿಲ್ಲಾ ಪಂಚಾಯತ ಆವರಣದಲ್ಲಿ ಕಳೆದ 3 ತಿಂಗಳ ಹಿಂದೆ ವಿನೂತನ ಕೆಫೆಯೊಂದು ನಿರ್ಮಾಣಗೊಂಡಿದೆ. 'ಅಕ್ಕ ಕೆಫೆ' ಹೆಸರಿನ ಈ ಕ್ಯಾಂಟೀನ್ ವಿಶೇಷತೆ ಎಂದರೆ, ಈ ಕೆಫೆ ನಿರ್ವಹಣೆ ಮಾಡುವವರು ಲಿಂಗತ್ವ ಅಲ್ಪಸಂಖ್ಯಾತರು. ಈ ಅಕ್ಕ ಕೆಫೆಯಲ್ಲಿ ಅಡುಗೆ ಮಾಡುವವರಿಂದ ಹಿಡಿದು, ಆಹಾರ ಪೂರೈಕೆ, ಕೌಂಟರ್ ನಿರ್ವಹಣೆ ಸೇರಿದಂತೆ ಎಲ್ಲರೂ ತೃತೀಯ ಲಿಂಗಿಗಳೇ. xyxy=(46,221,330,351)
story2-col3-p1: ದುಷ್ಪರಿಣಾಮ ನಾವು ಎದುರಿಸಬೇಕಾಗಿ ಬರುತ್ತದೆ ಎಂದು ಎಚ್ಚರಿಕೆ ನೀಡಿದರು. xyxy=(646,914,934,928)
quote-box xyxy=(920,618,1206,795)
plumber-day-photo xyxy=(46,911,638,1189)
banner-line1: ದಕ್ಷಿಣ ಆಫ್ರಿಕಾದ ಸಂವಿಧಾನ ಶಿಲ್ಪಿ xyxy=(364,1699,696,1737)
havanur-portrait-photo xyxy=(782,1651,1006,1913)
story5-col4 xyxy=(782,1918,1005,2320)
story3-headline-rule xyxy=(962,881,1496,882)
story3-col2 xyxy=(1231,886,1496,1216)
story5-col6 xyxy=(1258,1649,1496,2048)
story1-col4-p4: ಪಾನೀಯಗಳು ಲಭ್ಯ: ನಂದಿನಿ ಉತ್ಪನ್ನಗಳು ವಿವಿಧ ಪಾನೀಯಗಳು ಮತ್ತು ಐಸ್ಕ್ರೀಮ್ ಮತ್ತು ನಂದಿನಿ ಹಾಲು, ಮೊಸರು, ತುಪ್ಪ ಮತ್ತು ವಿವಿಧ ನಂದಿನಿ ಉತ್ಪನ್ನಗಳು ಮಾರಾಟ ಕೇಂದ್ರವನ್ನು ತೆರೆಯಲಾಗಿದೆ. ಸ್ವಚ್ಛ ಸಮಾರಂಭಗಳಿಗೆ, ಕಛೇರಿಗಳಿಗೆ ಚಹಾ-ಉಪಹಾರದ ಪೂರೈಕೆ ಮಾಡಲಾಗುತ್ತದೆ. xyxy=(920,407,1204,499)
story4-col1-p1: ಗದಗ: ನಗರದ ಜಿಲ್ಲಾಡಳಿತ ಭವನದ ಆವರಣದಲ್ಲಿ ಕಾರ್ಮಿಕ ಇಲಾಖೆಯಿಂದ ಬಾಲಕಾರ್ಮಿಕ ಪದ್ಧತಿ ನಿರ್ಮೂಲನೆ ಕುರಿತು ಜಾಗೃತಿ ಜಾಥಾಕ್ಕೆ ಹಸಿರು ನಿಶಾನೆ ತೋರಿಸುವ ಮೂಲಕ ಚಾಲನೆ ನೀಡಲಾಯಿತು. ಜಿಲ್ಲೆಯ ವಿವಿಧ ತಾಲೂಕುಗಳಲ್ಲಿ ಸಂಚರಿಸುವ ಜಾಗೃತಿ ವಾಹನ ಕಾರ್ಮಿಕರ ಹಕ್ಕುಗಳ ಕುರಿತು ಮಾಹಿತಿ ನೀಡಲಿದೆ. xyxy=(962,1282,1135,1431)
story3-headline: ಜೈನ್ ತಾಂತ್ರಿಕ ಮಹಾವಿದ್ಯಾಲಯದಲ್ಲಿ ರಕ್ತದಾನ ಶಿಬಿರ xyxy=(1007,840,1451,870)
story3-bottom-rule xyxy=(962,1221,1496,1223)
story1-col5-box xyxy=(1216,221,1496,792)
story4-col2-p1: ಸೋಮವಾರದಂದು ಜಾಥಾಕ್ಕೆ ಚಾಲನೆ ನೀಡಿದರು. ಈ ಸಂದರ್ಭದಲ್ಲಿ ಸಮಸ್ತ ಕಾರ್ಮಿಕ ನಿರೀಕ್ಷಕರು ಹಾಗೂ ಕಾರ್ಮಿಕ ಇಲಾಖೆಯ ಅಧಿಕಾರಿಗಳು, ಸಿಬ್ಬಂದಿಗಳು ಉಪಸ್ಥಿತರಿದ್ದರು. xyxy=(1147,1444,1496,1478)
story1-col4-p2: ಸಂಜೆಯ ಸಮಯದಲ್ಲಿ ಬಾಯಿ ಚಪ್ಪರಿಸುವ ಮಂಡಕ್ಕಿ ಮಿರ್ಚಿ ಬಿಸಿ ಬಿಸಿ ಮಿರ್ಚಿ, ಬಿಸಿ ಬಿಸಿ ಬಜ್ಜಿ, ಮಂಡಕ್ಕಿ ಗಿರಮಿಟ್ಟು ಉಪ್ಪಿಟ್ಟು ಇತ್ಯಾದಿ. xyxy=(920,264,1204,298)
